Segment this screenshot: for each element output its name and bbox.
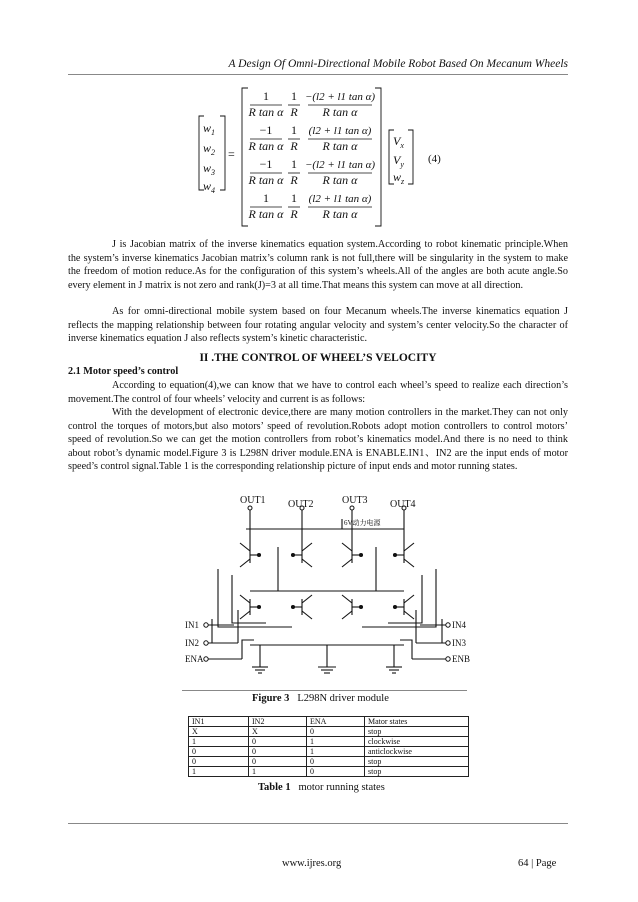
footer-site: www.ijres.org <box>282 858 342 869</box>
label-power: 6V动力电源 <box>344 519 381 527</box>
table-cell: 1 <box>189 737 249 747</box>
matrix-den-c2: R <box>290 105 298 119</box>
matrix-den-c2: R <box>290 139 298 153</box>
lhs-w4: $w_4$ <box>203 179 216 195</box>
transistor-symbol <box>240 595 261 619</box>
subsection-title: 2.1 Motor speed’s control <box>68 366 179 377</box>
l298n-circuit-diagram <box>182 495 472 685</box>
label-in4: IN4 <box>452 620 466 630</box>
label-ena: ENA <box>185 654 204 664</box>
table-cell: 1 <box>307 737 365 747</box>
matrix-row <box>248 191 372 221</box>
table-cell: stop <box>365 767 469 777</box>
table-header-cell: IN1 <box>189 717 249 727</box>
label-out3: OUT3 <box>342 495 368 506</box>
matrix-den-c2: R <box>290 207 298 221</box>
matrix-cell-c3: −(l2 + l1 tan α) <box>304 159 376 171</box>
matrix-den-c1: R tan α <box>248 207 284 221</box>
rhs-wz: $w_z$ <box>393 170 405 186</box>
header-rule <box>68 74 568 75</box>
label-in3: IN3 <box>452 638 466 648</box>
equation-number: (4) <box>428 153 441 165</box>
table-header-cell: ENA <box>307 717 365 727</box>
table-cell: clockwise <box>365 737 469 747</box>
matrix-cell-c2: 1 <box>291 89 297 103</box>
table-cell: 0 <box>307 757 365 767</box>
section-title: II .THE CONTROL OF WHEEL’S VELOCITY <box>199 352 437 364</box>
matrix-row <box>248 89 376 119</box>
figure-caption <box>252 693 389 704</box>
table-row <box>189 747 469 757</box>
label-in2: IN2 <box>185 638 199 648</box>
figure-rule <box>182 690 467 691</box>
table-cell: 0 <box>249 737 307 747</box>
matrix-den-c3: R tan α <box>322 105 358 119</box>
equation-4 <box>190 82 570 232</box>
table-cell: stop <box>365 727 469 737</box>
table-cell: 0 <box>249 757 307 767</box>
table-header-row <box>189 717 469 727</box>
table-cell: 0 <box>307 767 365 777</box>
matrix-cell-c1: 1 <box>263 89 269 103</box>
table-caption-number: Table 1 <box>258 782 291 793</box>
matrix-cell-c1: −1 <box>259 123 273 137</box>
rhs-vy: $V_y$ <box>393 153 404 169</box>
matrix-den-c3: R tan α <box>322 139 358 153</box>
matrix-den-c1: R tan α <box>248 139 284 153</box>
label-in1: IN1 <box>185 620 199 630</box>
transistor-symbol <box>394 595 415 619</box>
lhs-w3: $w_3$ <box>203 161 216 177</box>
table-cell: 0 <box>189 747 249 757</box>
matrix-cell-c2: 1 <box>291 157 297 171</box>
table-caption <box>258 782 385 793</box>
lhs-w2: $w_2$ <box>203 141 216 157</box>
transistor-symbol <box>292 595 313 619</box>
matrix-cell-c2: 1 <box>291 123 297 137</box>
matrix-den-c1: R tan α <box>248 173 284 187</box>
figure-caption-text: L298N driver module <box>297 693 389 704</box>
table-header-cell: IN2 <box>249 717 307 727</box>
footer-rule <box>68 823 568 824</box>
running-header: A Design Of Omni-Directional Mobile Robot Based On Mecanum Wheels <box>228 58 568 70</box>
table-row <box>189 727 469 737</box>
lhs-w1: $w_1$ <box>203 121 216 137</box>
footer-page-number: 64 | Page <box>518 858 557 869</box>
table-cell: 0 <box>249 747 307 757</box>
paragraph-mecanum: As for omni-directional mobile system based on four Mecanum wheels.The inverse kinematics equation J reflects the mapping relationship between four rotating angular velocity and system’s center velocity.So the character of inverse kinematics equation J also reflects system’s kinetic characteristic. <box>68 306 568 345</box>
equals-sign: = <box>228 147 235 161</box>
matrix-row <box>248 157 376 187</box>
table-cell: X <box>249 727 307 737</box>
matrix-den-c3: R tan α <box>322 207 358 221</box>
label-out1: OUT1 <box>240 495 266 506</box>
matrix-cell-c1: 1 <box>263 191 269 205</box>
table-header-cell: Mator states <box>365 717 469 727</box>
table-cell: 0 <box>307 727 365 737</box>
matrix-cell-c3: (l2 + l1 tan α) <box>308 193 372 205</box>
table-row <box>189 737 469 747</box>
table-cell: 1 <box>189 767 249 777</box>
rhs-vx: $V_x$ <box>393 134 404 150</box>
table-cell: anticlockwise <box>365 747 469 757</box>
transistor-symbol <box>342 595 363 619</box>
figure-caption-number: Figure 3 <box>252 693 290 704</box>
matrix-den-c1: R tan α <box>248 105 284 119</box>
label-out2: OUT2 <box>288 499 314 510</box>
table-cell: X <box>189 727 249 737</box>
matrix-cell-c1: −1 <box>259 157 273 171</box>
matrix-cell-c2: 1 <box>291 191 297 205</box>
label-out4: OUT4 <box>390 499 416 510</box>
table-cell: 0 <box>189 757 249 767</box>
matrix-den-c2: R <box>290 173 298 187</box>
paragraph-controllers: With the development of electronic device,there are many motion controllers in the market.They can not only control the torques of motors,but also motors’ speed of revolution.Robots adopt motion controllers to control motors’ speed of revolution.So we can get the motion controllers from robot’s kinematics model.And there is no need to think about robot’s dynamic model.Figure 3 is L298N driver module.ENA is ENABLE.IN1、IN2 are the input ends of motor speed’s control signal.Table 1 is the corresponding relationship picture of input ends and motor running states. <box>68 407 568 473</box>
table-caption-text: motor running states <box>298 782 385 793</box>
table-cell: stop <box>365 757 469 767</box>
matrix-cell-c3: −(l2 + l1 tan α) <box>304 91 376 103</box>
jacobian-matrix <box>248 89 376 221</box>
table-row <box>189 757 469 767</box>
paragraph-equation4: According to equation(4),we can know that we have to control each wheel’s speed to realize each direction’s movement.The control of four wheels’ velocity and current is as follows: <box>68 380 568 405</box>
motor-states-table <box>188 716 469 777</box>
matrix-cell-c3: (l2 + l1 tan α) <box>308 125 372 137</box>
matrix-den-c3: R tan α <box>322 173 358 187</box>
table-row <box>189 767 469 777</box>
label-enb: ENB <box>452 654 470 664</box>
matrix-row <box>248 123 372 153</box>
table-cell: 1 <box>249 767 307 777</box>
table-cell: 1 <box>307 747 365 757</box>
paragraph-jacobian: J is Jacobian matrix of the inverse kinematics equation system.According to robot kinematic principle.When the system’s inverse kinematics Jacobian matrix’s column rank is not full,there will be singularity in the system to make the freedom of motion reduce.As for the configuration of this system’s wheels.All of the angles are both acute angle.So every element in J matrix is not zero and rank(J)=3 at all time.That means this system can move at all direction. <box>68 239 568 291</box>
